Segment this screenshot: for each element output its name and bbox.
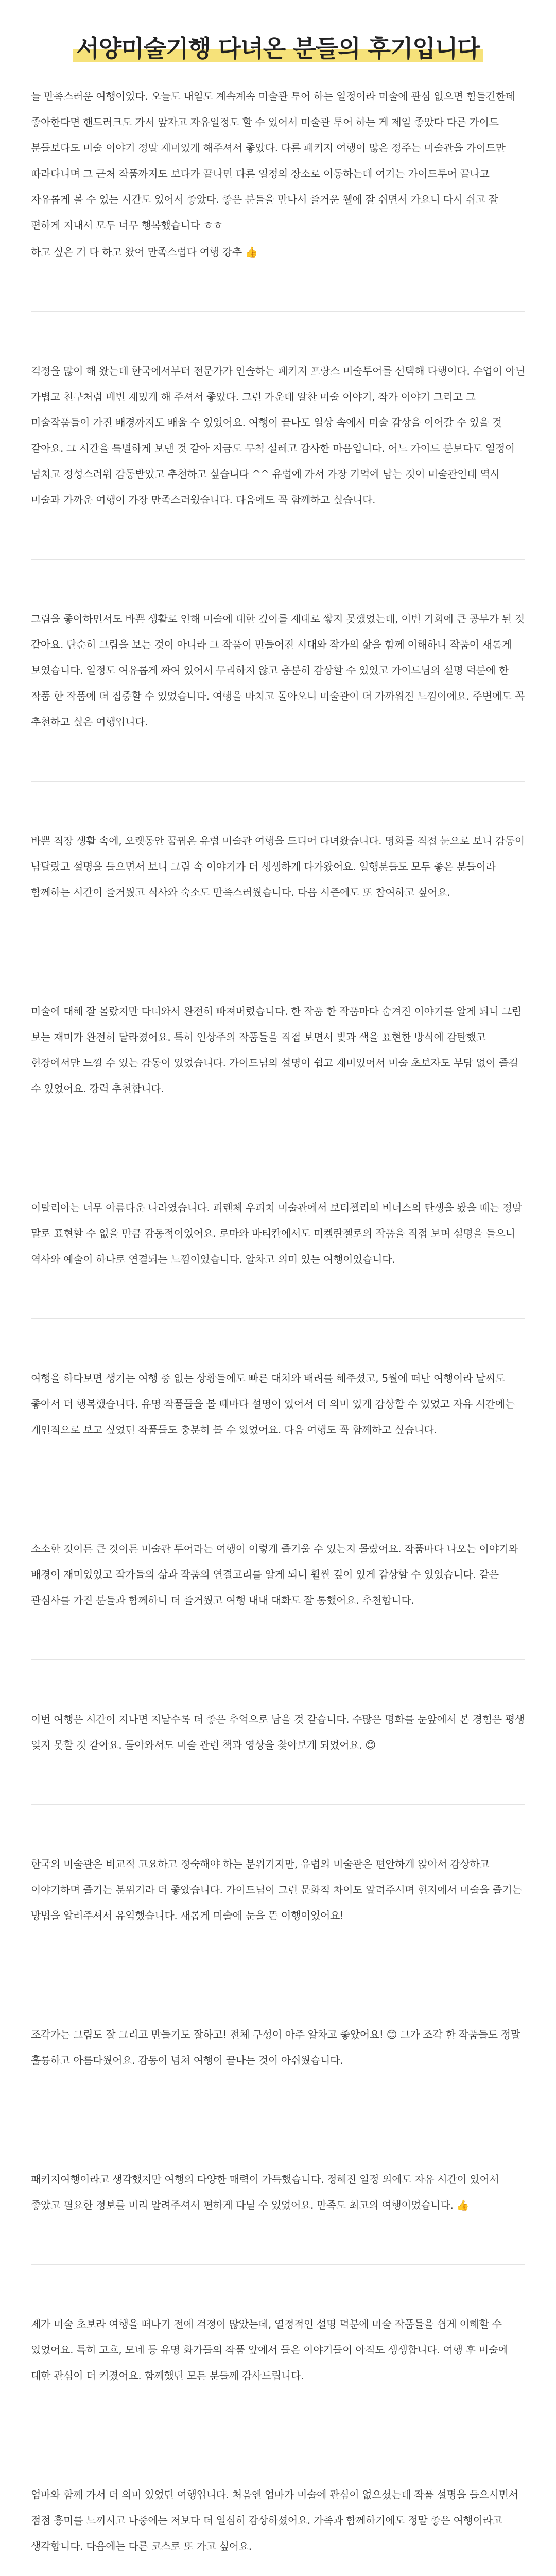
review-body (31, 83, 525, 2576)
review-paragraph: 이탈리아는 너무 아름다운 나라였습니다. 피렌체 우피치 미술관에서 보티첼리의 비너스의 탄생을 봤을 때는 정말 말로 표현할 수 없을 만큼 감동적이었어요. 로마와 바티칸에서도 미켈란젤로의 작품을 직접 보며 설명을 들으니 역사와 예술이 하나로 연결되는 느낌이었습니다. 알차고 의미 있는 여행이었습니다. (31, 1201, 522, 1265)
review-paragraph: 그림을 좋아하면서도 바쁜 생활로 인해 미술에 대한 깊이를 제대로 쌓지 못했었는데, 이번 기회에 큰 공부가 된 것 같아요. 단순히 그림을 보는 것이 아니라 그 작품이 만들어진 시대와 작가의 삶을 함께 이해하니 작품이 새롭게 보였습니다. 일정도 여유롭게 짜여 있어서 무리하지 않고 충분히 감상할 수 있었고 가이드님의 설명 덕분에 한 작품 한 작품에 더 집중할 수 있었습니다. 여행을 마치고 돌아오니 미술관이 더 가까워진 느낌이에요. 주변에도 꼭 추천하고 싶은 여행입니다. (31, 613, 525, 728)
review-paragraph: 소소한 것이든 큰 것이든 미술관 투어라는 여행이 이렇게 즐거울 수 있는지 몰랐어요. 작품마다 나오는 이야기와 배경이 재미있었고 작가들의 삶과 작품의 연결고리를 알게 되니 훨씬 깊이 있게 감상할 수 있었습니다. 같은 관심사를 가진 분들과 함께하니 더 즐거웠고 여행 내내 대화도 잘 통했어요. 추천합니다. (31, 1543, 518, 1606)
review-paragraph: 이번 여행은 시간이 지나면 지날수록 더 좋은 추억으로 남을 것 같습니다. 수많은 명화를 눈앞에서 본 경험은 평생 잊지 못할 것 같아요. 돌아와서도 미술 관련 책과 영상을 찾아보게 되었어요. 😊 (31, 1713, 525, 1751)
review-paragraph: 조각가는 그림도 잘 그리고 만들기도 잘하고! 전체 구성이 아주 알차고 좋았어요! 😊 그가 조각 한 작품들도 정말 훌륭하고 아름다웠어요. 감동이 넘쳐 여행이 끝나는 것이 아쉬웠습니다. (31, 2028, 520, 2066)
review-paragraph: 늘 만족스러운 여행이었다. 오늘도 내일도 계속계속 미술관 투어 하는 일정이라 미술에 관심 없으면 힘들긴한데 좋아한다면 핸드러크도 가서 앞자고 자유일정도 할 수 있어서 미술관 투어 하는 게 제일 좋았다 다른 가이드 분들보다도 미술 이야기 정말 재미있게 해주셔서 좋았다. 다른 패키지 여행이 많은 정주는 미술관을 가이드만 따라다니며 그 근처 작품까지도 보다가 끝나면 다른 일정의 장소로 이동하는데 여기는 가이드투어 끝나고 자유롭게 볼 수 있는 시간도 있어서 좋았다. 좋은 분들을 만나서 즐거운 웰에 잘 쉬면서 가요니 다시 쉬고 잘 편하게 지내서 모두 너무 행복했습니다 ㅎㅎ (31, 90, 515, 231)
section-divider (31, 1318, 525, 1319)
review-paragraph: 바쁜 직장 생활 속에, 오랫동안 꿈꿔온 유럽 미술관 여행을 드디어 다녀왔습니다. 명화를 직접 눈으로 보니 감동이 남달랐고 설명을 들으면서 보니 그림 속 이야기가 더 생생하게 다가왔어요. 일행분들도 모두 좋은 분들이라 함께하는 시간이 즐거웠고 식사와 숙소도 만족스러웠습니다. 다음 시즌에도 또 참여하고 싶어요. (31, 835, 525, 899)
section-divider (31, 1804, 525, 1805)
review-paragraph: 패키지여행이라고 생각했지만 여행의 다양한 매력이 가득했습니다. 정해진 일정 외에도 자유 시간이 있어서 좋았고 필요한 정보를 미리 알려주셔서 편하게 다닐 수 있었어요. 만족도 최고의 여행이었습니다. 👍 (31, 2173, 499, 2211)
review-paragraph: 미술에 대해 잘 몰랐지만 다녀와서 완전히 빠져버렸습니다. 한 작품 한 작품마다 숨겨진 이야기를 알게 되니 그림 보는 재미가 완전히 달라졌어요. 특히 인상주의 작품들을 직접 보면서 빛과 색을 표현한 방식에 감탄했고 현장에서만 느낄 수 있는 감동이 있었습니다. 가이드님의 설명이 쉽고 재미있어서 미술 초보자도 부담 없이 즐길 수 있었어요. 강력 추천합니다. (31, 1005, 522, 1095)
page-title: 서양미술기행 다녀온 분들의 후기입니다 (73, 30, 482, 65)
review-paragraph: 하고 싶은 거 다 하고 왔어 만족스럽다 여행 강추 👍 (31, 246, 258, 258)
section-divider (31, 781, 525, 782)
section-divider (31, 2264, 525, 2265)
review-paragraph: 제가 미술 초보라 여행을 떠나기 전에 걱정이 많았는데, 열정적인 설명 덕분에 미술 작품들을 쉽게 이해할 수 있었어요. 특히 고흐, 모네 등 유명 화가들의 작품 앞에서 들은 이야기들이 아직도 생생합니다. 여행 후 미술에 대한 관심이 더 커졌어요. 함께했던 모든 분들께 감사드립니다. (31, 2318, 508, 2382)
review-paragraph: 여행을 하다보면 생기는 여행 중 없는 상황들에도 빠른 대처와 배려를 해주셨고, 5월에 떠난 여행이라 날씨도 좋아서 더 행복했습니다. 유명 작품들을 볼 때마다 설명이 있어서 더 의미 있게 감상할 수 있었고 자유 시간에는 개인적으로 보고 싶었던 작품들도 충분히 볼 수 있었어요. 다음 여행도 꼭 함께하고 싶습니다. (31, 1372, 515, 1436)
title-area (31, 0, 525, 83)
review-paragraph: 한국의 미술관은 비교적 고요하고 정숙해야 하는 분위기지만, 유럽의 미술관은 편안하게 앉아서 감상하고 이야기하며 즐기는 분위기라 더 좋았습니다. 가이드님이 그런 문화적 차이도 알려주시며 현지에서 미술을 즐기는 방법을 알려주셔서 유익했습니다. 새롭게 미술에 눈을 뜬 여행이었어요! (31, 1858, 522, 1922)
review-paragraph: 엄마와 함께 가서 더 의미 있었던 여행입니다. 처음엔 엄마가 미술에 관심이 없으셨는데 작품 설명을 들으시면서 점점 흥미를 느끼시고 나중에는 저보다 더 열심히 감상하셨어요. 가족과 함께하기에도 정말 좋은 여행이라고 생각합니다. 다음에는 다른 코스로 또 가고 싶어요. (31, 2488, 518, 2552)
section-divider (31, 311, 525, 312)
review-paragraph: 걱정을 많이 해 왔는데 한국에서부터 전문가가 인솔하는 패키지 프랑스 미술투어를 선택해 다행이다. 수업이 아닌 가볍고 친구처럼 매번 재밌게 해 주셔서 좋았다. 그런 가운데 알찬 미술 이야기, 작가 이야기 그리고 그 미술작품들이 가진 배경까지도 배울 수 있었어요. 여행이 끝나도 일상 속에서 미술 감상을 이어갈 수 있을 것 같아요. 그 시간을 특별하게 보낸 것 같아 지금도 무척 설레고 감사한 마음입니다. 어느 가이드 분보다도 열정이 넘치고 정성스러워 감동받았고 추천하고 싶습니다 ^^ 유럽에 가서 가장 기억에 남는 것이 미술관인데 역시 미술과 가까운 여행이 가장 만족스러웠습니다. 다음에도 꼭 함께하고 싶습니다. (31, 365, 525, 506)
section-divider (31, 1659, 525, 1660)
section-divider (31, 559, 525, 560)
